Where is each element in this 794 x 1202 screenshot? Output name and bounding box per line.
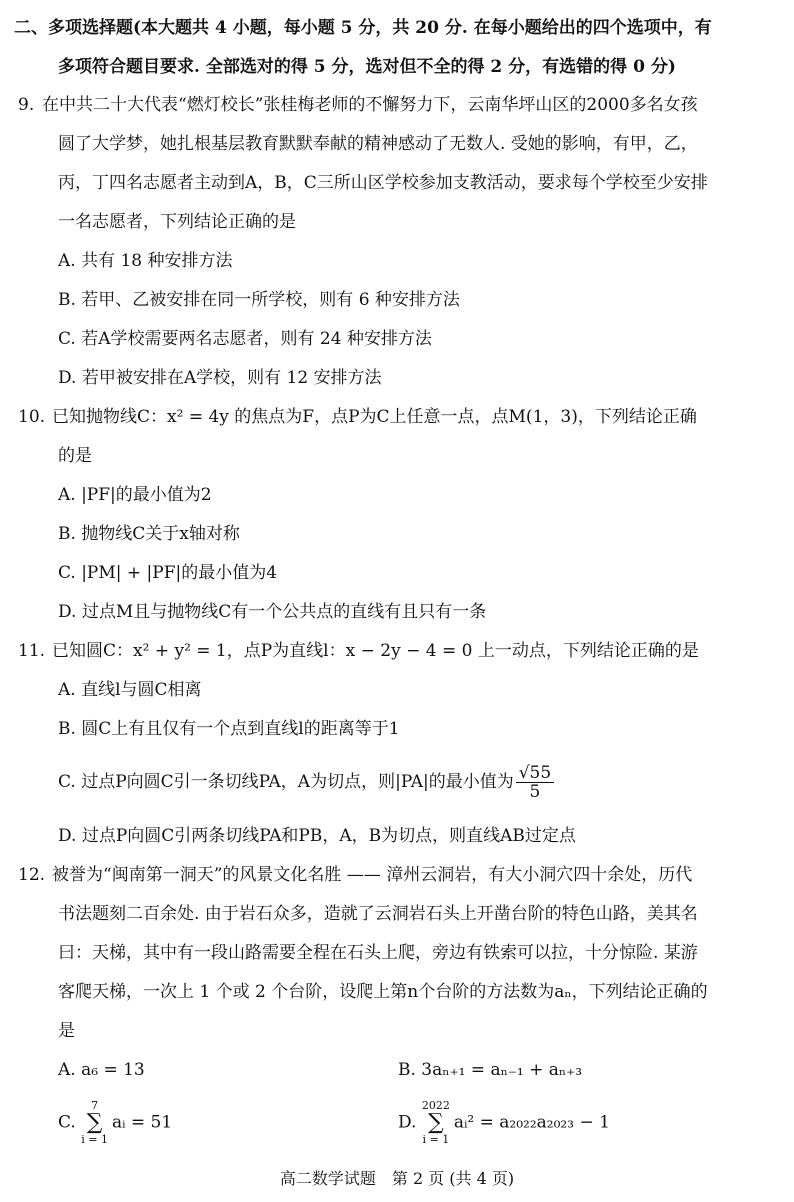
q9-option-a: A. 共有 18 种安排方法 [58,251,233,271]
fraction-numerator: √55 [516,764,554,783]
sum-upper-limit: 7 [91,1099,99,1112]
sum-upper-limit: 2022 [421,1099,450,1112]
q11-option-a: A. 直线l与圆C相离 [58,680,202,700]
q9-option-c: C. 若A学校需要两名志愿者，则有 24 种安排方法 [58,329,432,349]
sum-lower-limit: i = 1 [81,1133,108,1146]
q12-option-d [398,1100,610,1146]
q12-option-c [58,1100,172,1146]
q9-stem-line4: 一名志愿者，下列结论正确的是 [58,212,296,232]
q12-stem-line4: 客爬天梯，一次上 1 个或 2 个台阶，设爬上第n个台阶的方法数为aₙ，下列结论正确的 [58,982,708,1002]
q11-option-c-text: C. 过点P向圆C引一条切线PA，A为切点，则|PA|的最小值为 [58,772,514,792]
sigma-symbol: ∑ [427,1110,444,1135]
q11-option-c-fraction [516,764,554,801]
q9-option-b: B. 若甲、乙被安排在同一所学校，则有 6 种安排方法 [58,290,460,310]
q12-stem-line3: 曰：天梯，其中有一段山路需要全程在石头上爬，旁边有铁索可以拉，十分惊险. 某游 [58,943,698,963]
q11-number: 11. [18,641,46,661]
q10-number: 10. [18,407,46,427]
q11-option-d: D. 过点P向圆C引两条切线PA和PB，A，B为切点，则直线AB过定点 [58,826,576,846]
q12-option-b: B. 3aₙ₊₁ = aₙ₋₁ + aₙ₊₃ [398,1060,583,1080]
q9-option-d: D. 若甲被安排在A学校，则有 12 安排方法 [58,368,382,388]
q11-option-b: B. 圆C上有且仅有一个点到直线l的距离等于1 [58,719,400,739]
q12-option-c-label: C. [58,1112,76,1133]
q10-stem-line1: 已知抛物线C：x² = 4y 的焦点为F，点P为C上任意一点，点M(1，3)，下列结论正确 [52,407,697,427]
sum-lower-limit: i = 1 [422,1133,450,1146]
page-footer: 高二数学试题 第 2 页 (共 4 页) [279,1169,515,1188]
fraction-denominator: 5 [529,782,541,802]
q12-stem-line1: 被誉为“闽南第一洞天”的风景文化名胜 —— 漳州云洞岩，有大小洞穴四十余处，历代 [52,865,693,885]
q12-option-a: A. a₆ = 13 [58,1060,145,1080]
section-header-line2: 多项符合题目要求. 全部选对的得 5 分，选对但不全的得 2 分，有选错的得 0 分) [58,57,676,77]
q12-option-c-sum [81,1100,108,1146]
q12-option-d-sum [422,1100,450,1146]
q12-option-d-expr: aᵢ² = a₂₀₂₂a₂₀₂₃ − 1 [453,1112,610,1133]
q9-stem-line1: 在中共二十大代表“燃灯校长”张桂梅老师的不懈努力下，云南华坪山区的2000多名女孩 [42,95,698,115]
q10-option-a: A. |PF|的最小值为2 [58,485,212,505]
q10-option-c: C. |PM| + |PF|的最小值为4 [58,563,278,583]
q9-stem-line3: 丙，丁四名志愿者主动到A，B，C三所山区学校参加支教活动，要求每个学校至少安排 [58,173,708,193]
q9-number: 9. [18,95,35,115]
q12-option-c-expr: aᵢ = 51 [111,1112,173,1133]
q10-stem-line2: 的是 [58,446,92,466]
q9-stem-line2: 圆了大学梦，她扎根基层教育默默奉献的精神感动了无数人. 受她的影响，有甲，乙， [58,134,698,154]
q12-option-d-label: D. [398,1112,417,1133]
q12-number: 12. [18,865,46,885]
q12-stem-line5: 是 [58,1021,75,1041]
q12-stem-line2: 书法题刻二百余处. 由于岩石众多，造就了云洞岩石头上开凿台阶的特色山路，美其名 [58,904,698,924]
q10-option-d: D. 过点M且与抛物线C有一个公共点的直线有且只有一条 [58,602,487,622]
q10-option-b: B. 抛物线C关于x轴对称 [58,524,240,544]
q11-stem: 已知圆C：x² + y² = 1，点P为直线l：x − 2y − 4 = 0 上一动点，下列结论正确的是 [52,641,699,661]
sigma-symbol: ∑ [86,1110,103,1135]
section-header-line1: 二、多项选择题(本大题共 4 小题，每小题 5 分，共 20 分. 在每小题给出的四个选项中，有 [14,18,712,38]
q11-option-c [58,764,554,801]
